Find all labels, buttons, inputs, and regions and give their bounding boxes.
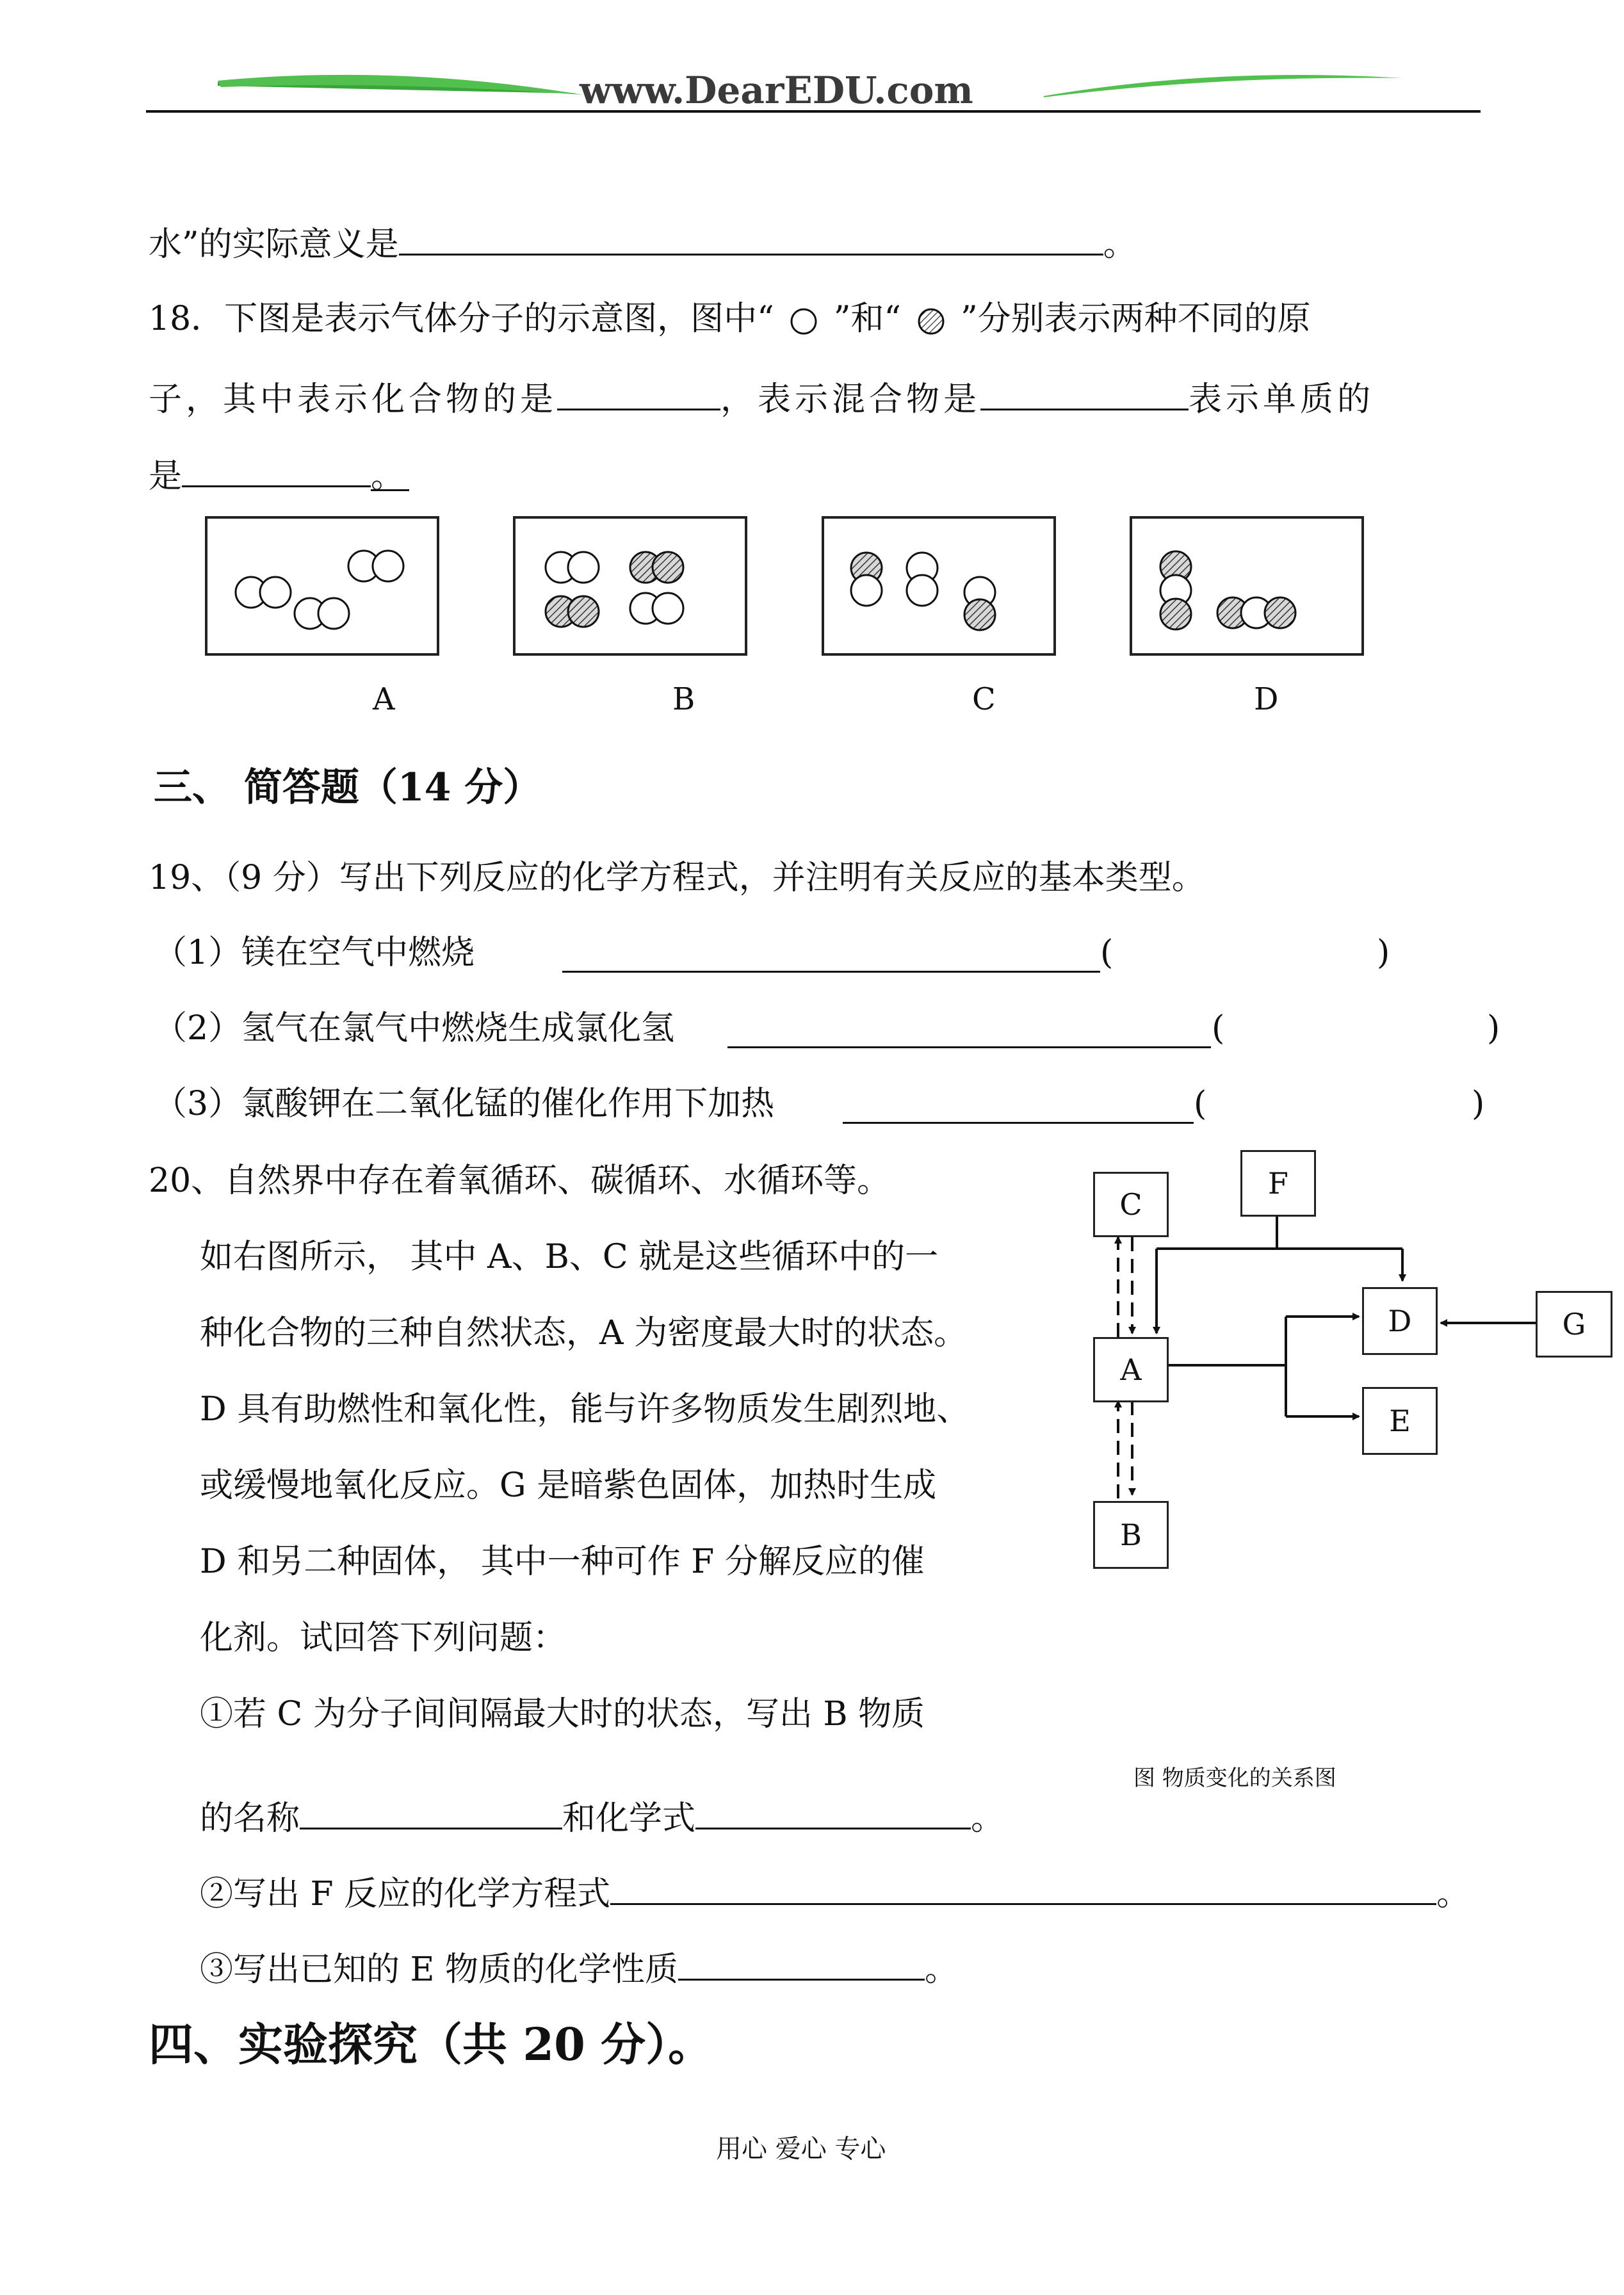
q19-1-paren-close: ) [1377, 934, 1390, 972]
q20-f-equation-blank[interactable] [610, 1874, 1436, 1905]
q19-item-1: （1）镁在空气中燃烧 [154, 934, 475, 972]
q19-2-paren-close: ) [1487, 1009, 1500, 1048]
q20-line-1: 20、自然界中存在着氧循环、碳循环、水循环等。 [149, 1162, 891, 1200]
q20-line-5: 或缓慢地氧化反应。G 是暗紫色固体，加热时生成 [200, 1466, 937, 1505]
q20-line-6: D 和另二种固体， 其中一种可作 F 分解反应的催 [200, 1543, 925, 1581]
node-d: D [1362, 1287, 1438, 1355]
q20-sub1: 的名称 和化学式 。 [200, 1799, 1005, 1838]
q19-item-3: （3）氯酸钾在二氧化锰的催化作用下加热 [154, 1085, 775, 1123]
q18-line3: 是 。 [149, 456, 409, 493]
q20-sub2: ②写出 F 反应的化学方程式 。 [200, 1875, 1470, 1913]
q19-1-paren-open: ( [1100, 934, 1114, 972]
diagram-caption: 图 物质变化的关系图 [1133, 1765, 1336, 1791]
q20-sub3: ③写出已知的 E 物质的化学性质 。 [200, 1950, 959, 1989]
node-g: G [1536, 1291, 1612, 1358]
q19-item-2: （2）氢气在氯气中燃烧生成氯化氢 [154, 1009, 675, 1048]
q19-3-paren-open: ( [1194, 1085, 1207, 1123]
figure-label-b: B [672, 681, 695, 717]
figure-label-a: A [373, 681, 395, 717]
q20-line-2: 如右图所示， 其中 A、B、C 就是这些循环中的一 [200, 1238, 939, 1276]
footer-slogan: 用心 爱心 专心 [716, 2134, 886, 2164]
node-e: E [1362, 1387, 1438, 1455]
q19-intro: 19、（9 分）写出下列反应的化学方程式，并注明有关反应的基本类型。 [149, 859, 1205, 897]
q20-b-formula-blank[interactable] [695, 1798, 971, 1829]
q20-line-7: 化剂。试回答下列问题： [200, 1619, 567, 1657]
node-a: A [1093, 1337, 1169, 1402]
node-b: B [1093, 1501, 1169, 1569]
site-logo-text: www.DearEDU.com [580, 69, 973, 112]
q20-e-property-blank[interactable] [678, 1949, 925, 1981]
q20-b-name-blank[interactable] [300, 1798, 562, 1829]
q19-3-paren-close: ) [1472, 1085, 1485, 1123]
section-4-title: 四、实验探究（共 20 分）。 [149, 2018, 713, 2071]
node-c: C [1093, 1172, 1169, 1237]
node-f: F [1240, 1150, 1316, 1217]
q17-tail-text: 水”的实际意义是 [149, 225, 399, 264]
q18-line1: 18．下图是表示气体分子的示意图，图中“ ”和“ ”分别表示两种不同的原 [149, 300, 1311, 338]
q18-line2: 子，其中表示化合物的是 ，表示混合物是 表示单质的 [149, 380, 1375, 419]
q19-2-paren-open: ( [1212, 1009, 1225, 1048]
q17-tail-line: 水”的实际意义是 。 [149, 225, 1137, 264]
figure-label-d: D [1254, 681, 1279, 717]
q20-line-4: D 具有助燃性和氧化性，能与许多物质发生剧烈地、 [200, 1390, 970, 1429]
section-3-title: 三、 简答题（14 分） [154, 765, 542, 810]
q20-line-8: ①若 C 为分子间间隔最大时的状态，写出 B 物质 [200, 1695, 925, 1733]
figure-label-c: C [972, 681, 996, 717]
q20-line-3: 种化合物的三种自然状态，A 为密度最大时的状态。 [200, 1314, 968, 1352]
